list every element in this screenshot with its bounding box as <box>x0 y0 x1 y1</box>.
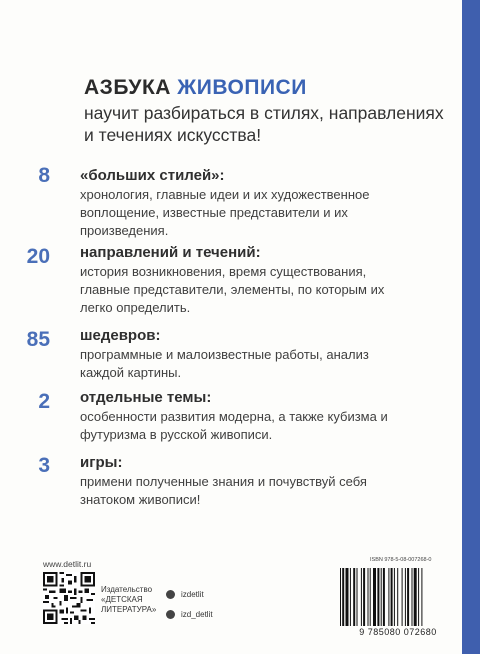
qr-code-icon <box>43 572 95 624</box>
social-links <box>166 584 213 624</box>
book-spine <box>462 0 480 654</box>
item-number: 2 <box>38 390 50 413</box>
isbn: ISBN 978-5-08-007268-0 <box>370 557 432 563</box>
item-description: история возникновения, время существования, главные представители, элементы, по которым их легко определить. <box>80 264 385 315</box>
subtitle: научит разбираться в стилях, направлениях и течениях искусства! <box>84 103 444 145</box>
item-title: игры: <box>80 454 123 471</box>
item-title: направлений и течений: <box>80 244 261 261</box>
item-description: хронология, главные идеи и их художественное воплощение, известные представители и их произведения. <box>80 187 370 238</box>
telegram-link[interactable]: izd_detlit <box>166 604 213 624</box>
vk-icon <box>166 590 175 599</box>
item-description: особенности развития модерна, а также кубизма и футуризма в русской живописи. <box>80 409 388 442</box>
telegram-icon <box>166 610 175 619</box>
page-title <box>84 76 307 100</box>
item-title: «больших стилей»: <box>80 167 225 184</box>
item-number: 20 <box>26 245 50 268</box>
barcode-icon <box>338 568 458 626</box>
item-number: 3 <box>38 454 50 477</box>
footer <box>0 555 462 654</box>
item-description: примени полученные знания и почувствуй себя знатоком живописи! <box>80 474 367 507</box>
item-number: 85 <box>26 328 50 351</box>
title-part2: ЖИВОПИСИ <box>177 76 307 99</box>
website-link[interactable]: www.detlit.ru <box>43 559 92 569</box>
item-number: 8 <box>38 164 50 187</box>
barcode-digits: 9 785080 072680 <box>359 627 437 637</box>
item-title: отдельные темы: <box>80 389 212 406</box>
item-description: программные и малоизвестные работы, анализ каждой картины. <box>80 347 369 380</box>
item-title: шедевров: <box>80 327 161 344</box>
title-part1: АЗБУКА <box>84 76 171 99</box>
publisher-name: Издательство «ДЕТСКАЯ ЛИТЕРАТУРА» <box>101 585 157 614</box>
vk-link[interactable]: izdetlit <box>166 584 213 604</box>
